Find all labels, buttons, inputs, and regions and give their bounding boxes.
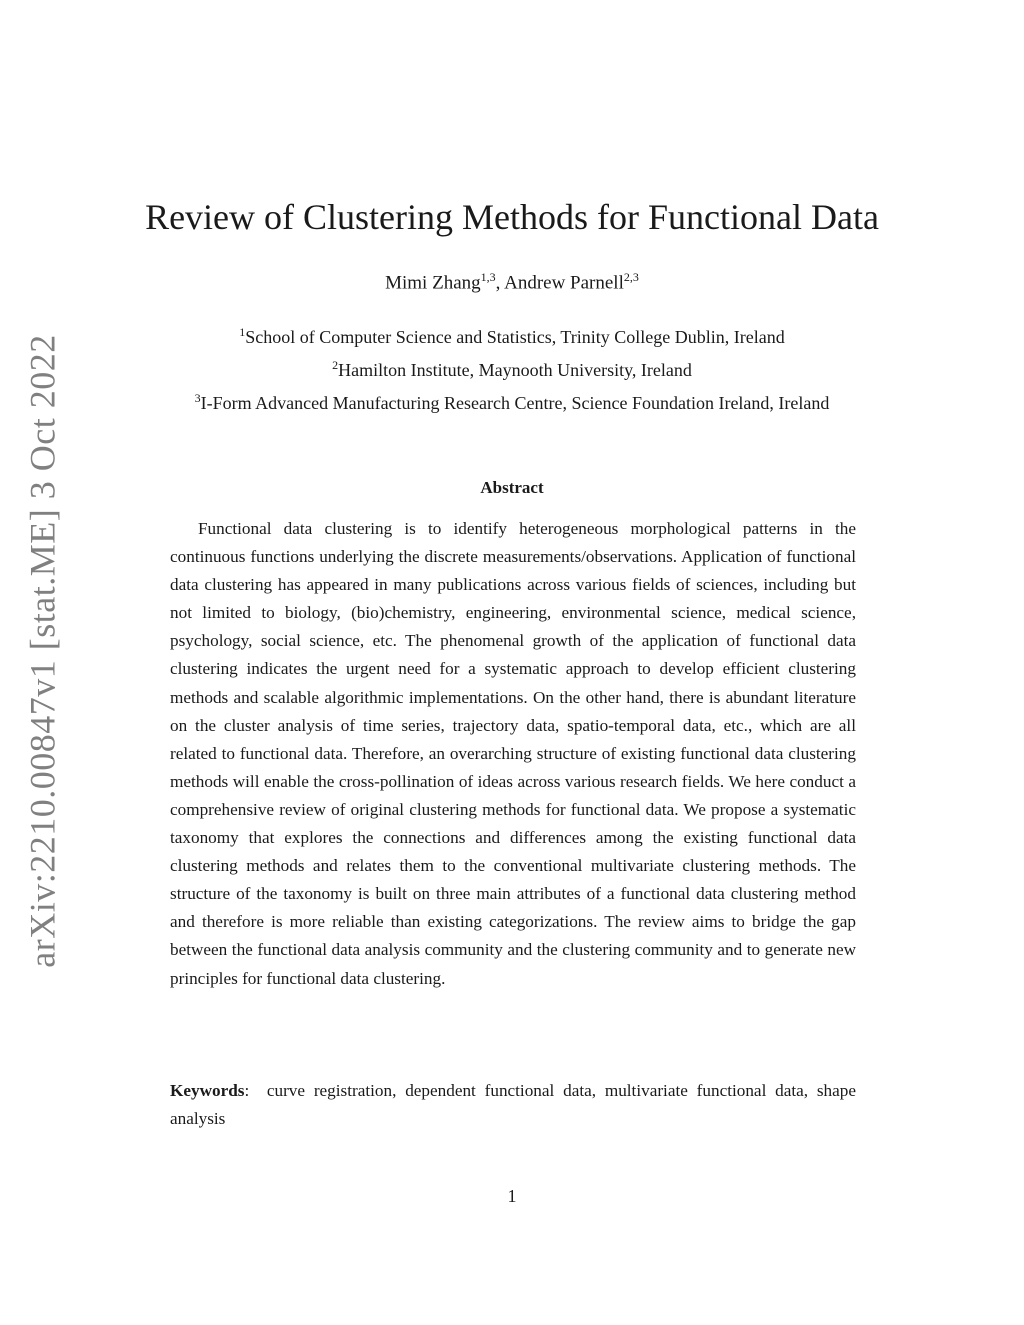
affiliation-item [0,384,1024,417]
author-affiliation-mark: 2,3 [623,270,639,284]
affiliation-list [0,318,1024,417]
arxiv-stamp [20,334,66,968]
affiliation-text: I-Form Advanced Manufacturing Research Centre, Science Foundation Ireland, Ireland [200,393,830,413]
paper-title: Review of Clustering Methods for Functional Data [145,197,879,237]
author-list [0,270,1024,294]
page-number: 1 [507,1186,517,1206]
keywords [170,1077,856,1133]
abstract-body: Functional data clustering is to identify heterogeneous morphological patterns in the continuous functions underlying the discrete measurements/observations. Application of functional data clustering has appeared in many publications across various fields of sciences, including but not limited to biology, (bio)chemistry, engineering, environmental science, medical science, psychology, social science, etc. The phenomenal growth of the application of functional data clustering indicates the urgent need for a systematic approach to develop efficient clustering methods and scalable algorithmic implementations. On the other hand, there is abundant literature on the cluster analysis of time series, trajectory data, spatio-temporal data, etc., which are all related to functional data. Therefore, an overarching structure of existing functional data clustering methods will enable the cross-pollination of ideas across various research fields. We here conduct a comprehensive review of original clustering methods for functional data. We propose a systematic taxonomy that explores the connections and differences among the existing functional data clustering methods and relates them to the conventional multivariate clustering methods. The structure of the taxonomy is built on three main attributes of a functional data clustering method and therefore is more reliable than existing categorizations. The review aims to bridge the gap between the functional data analysis community and the clustering community and to generate new principles for functional data clustering. [170,519,856,988]
affiliation-mark: 1 [239,325,246,339]
affiliation-text: School of Computer Science and Statistics, Trinity College Dublin, Ireland [245,327,785,347]
keywords-label: Keywords [170,1081,245,1100]
author-name: Mimi Zhang [385,272,481,294]
affiliation-item [0,318,1024,351]
arxiv-stamp-text: arXiv:2210.00847v1 [stat.ME] 3 Oct 2022 [23,334,64,968]
affiliation-mark: 3 [194,391,201,405]
author-name: Andrew Parnell [504,272,624,294]
affiliation-mark: 2 [332,358,339,372]
keywords-text: curve registration, dependent functional data, multivariate functional data, shape analysis [170,1081,856,1129]
keywords-separator: : [244,1081,250,1100]
abstract-heading: Abstract [480,478,544,497]
author-separator: , [495,272,505,294]
affiliation-item [0,351,1024,384]
author-affiliation-mark: 1,3 [480,270,496,284]
affiliation-text: Hamilton Institute, Maynooth University, Ireland [338,360,692,380]
